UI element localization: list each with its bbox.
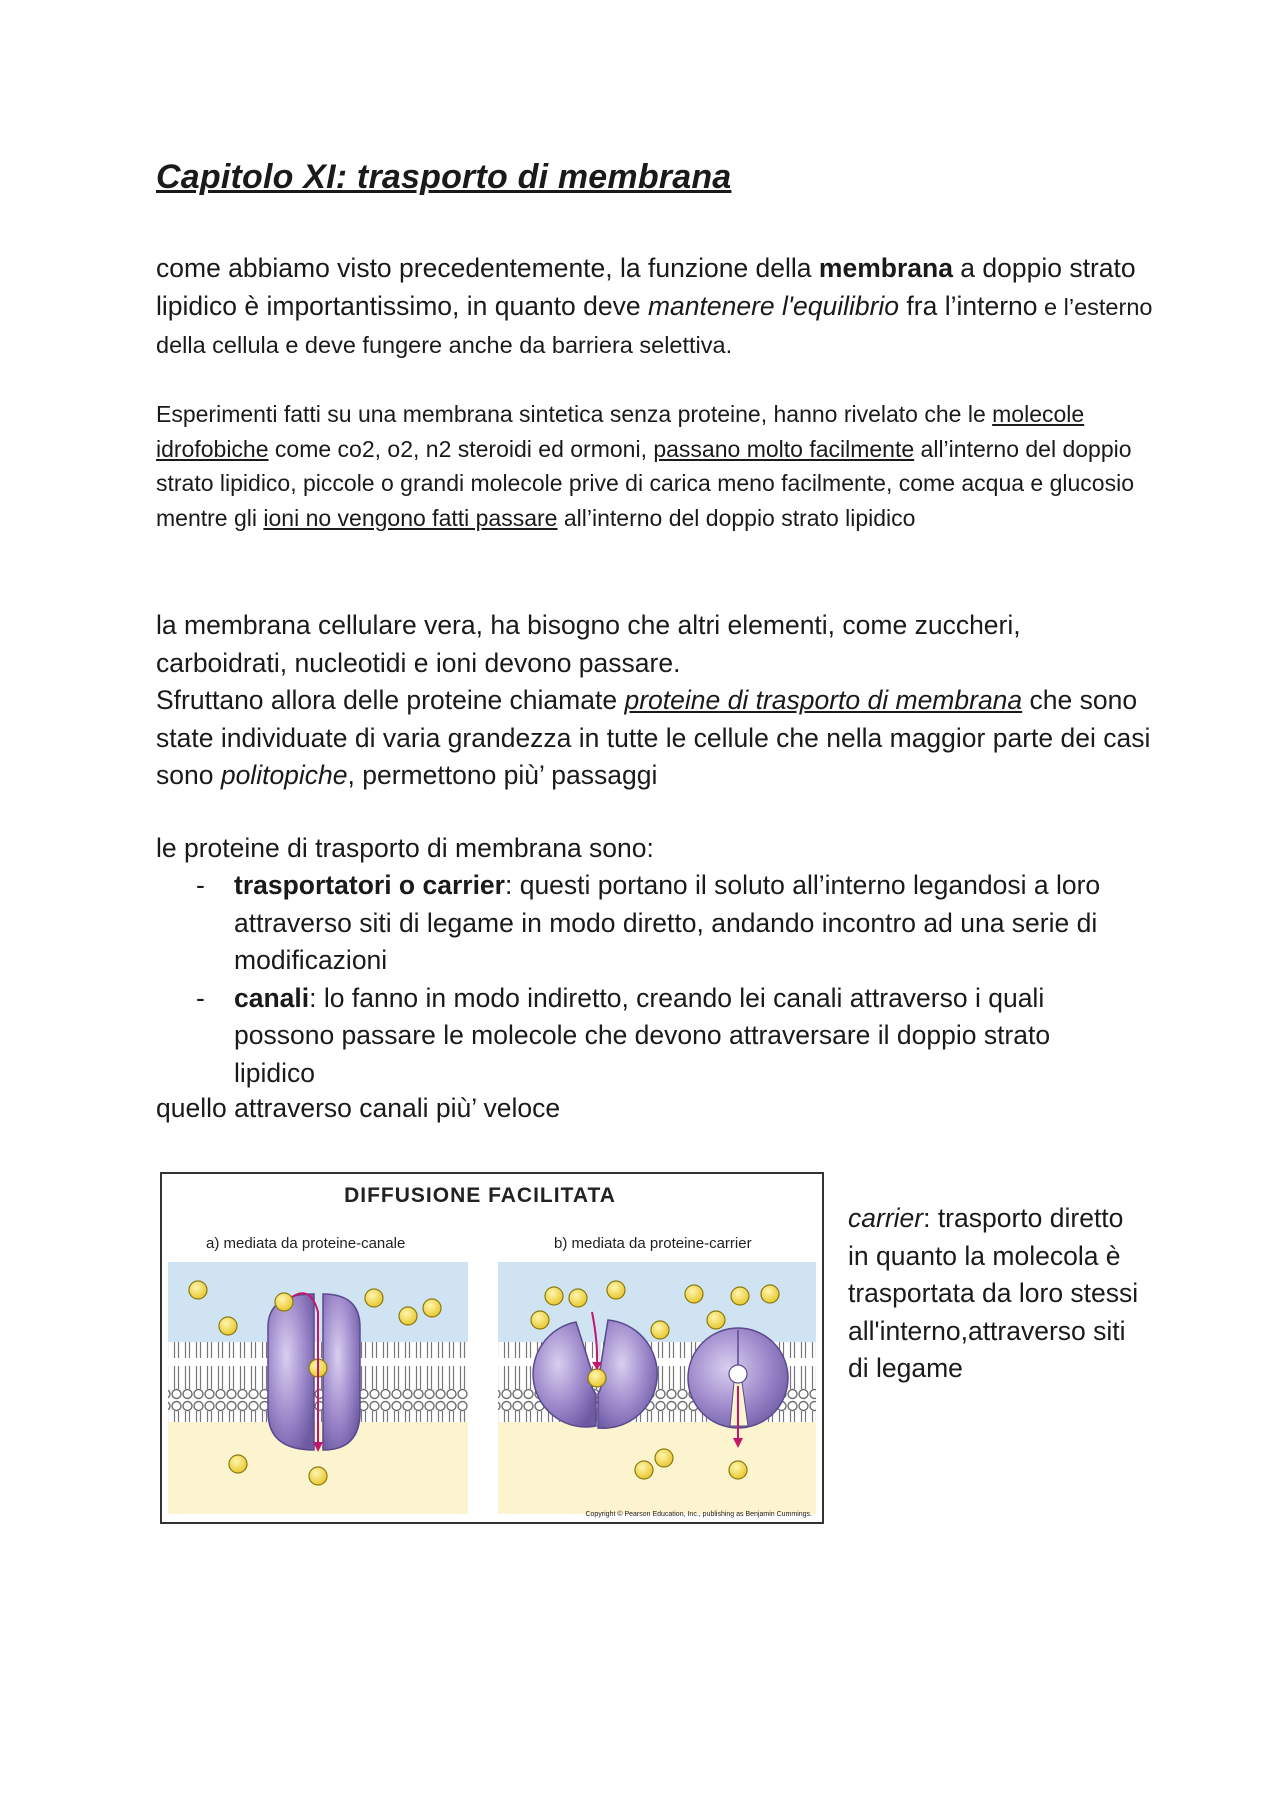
- term-equilibrio: mantenere l'equilibrio: [647, 290, 900, 321]
- molecule: [635, 1461, 653, 1479]
- underlined-facilmente: passano molto facilmente: [653, 435, 915, 462]
- molecule: [655, 1449, 673, 1467]
- chapter-title: Capitolo XI: trasporto di membrana: [156, 158, 732, 196]
- transport-protein-list: [156, 867, 1116, 1092]
- molecule: [229, 1455, 247, 1473]
- molecule: [423, 1299, 441, 1317]
- molecule: [707, 1311, 725, 1329]
- term-membrana: membrana: [818, 253, 953, 283]
- panel-a-label: a) mediata da proteine-canale: [206, 1235, 406, 1252]
- intro-paragraph: come abbiamo visto precedentemente, la funzione della membrana a doppio strato lipidico è importantissimo, in quanto deve mantenere l'equilibrio fra l’interno e l’esterno della cellula e deve fungere anche da barriera selettiva.: [156, 253, 1153, 358]
- molecule: [189, 1281, 207, 1299]
- molecule: [588, 1369, 606, 1387]
- facilitated-diffusion-figure: [160, 1172, 824, 1524]
- list-item: - trasportatori o carrier: questi portano il soluto all’interno legandosi a loro attraverso siti di legame in modo diretto, andando incontro ad una serie di modificazioni: [196, 870, 1101, 975]
- underlined-idrofobiche: molecole idrofobiche: [156, 401, 1085, 462]
- molecule: [309, 1467, 327, 1485]
- underlined-ioni: ioni no vengono fatti passare: [263, 504, 558, 531]
- carrier-caption: carrier: trasporto diretto in quanto la molecola è trasportata da loro stessi all'interno,attraverso siti di legame: [848, 1203, 1139, 1383]
- molecule: [607, 1281, 625, 1299]
- list-intro: le proteine di trasporto di membrana sono:: [156, 833, 654, 863]
- experiments-paragraph: Esperimenti fatti su una membrana sintetica senza proteine, hanno rivelato che le molecole idrofobiche come co2, o2, n2 steroidi ed ormoni, passano molto facilmente all’interno del doppio strato lipidico, piccole o grandi molecole prive di carica meno facilmente, come acqua e glucosio mentre gli ioni no vengono fatti passare all’interno del doppio strato lipidico: [156, 401, 1134, 531]
- molecule: [531, 1311, 549, 1329]
- molecule: [761, 1285, 779, 1303]
- molecule: [219, 1317, 237, 1335]
- panel-a: [168, 1235, 468, 1514]
- binding-site: [729, 1365, 747, 1383]
- copyright-note: Copyright © Pearson Education, Inc., publishing as Benjamin Cummings.: [585, 1511, 812, 1518]
- molecule: [365, 1289, 383, 1307]
- conclusion-line: quello attraverso canali più’ veloce: [156, 1093, 561, 1123]
- panel-b-label: b) mediata da proteine-carrier: [554, 1235, 752, 1252]
- figure-title: DIFFUSIONE FACILITATA: [344, 1184, 616, 1207]
- molecule: [275, 1293, 293, 1311]
- real-membrane-paragraph: la membrana cellulare vera, ha bisogno che altri elementi, come zuccheri, carboidrati, nucleotidi e ioni devono passare. Sfruttano allora delle proteine chiamate proteine di trasporto di membrana che sono state individuate di varia grandezza in tutte le cellule che nella maggior parte dei casi sono politopiche, permettono più’ passaggi: [156, 610, 1151, 790]
- list-item: - canali: lo fanno in modo indiretto, creando lei canali attraverso i quali possono passare le molecole che devono attraversare il doppio strato lipidico: [196, 982, 1051, 1088]
- molecule: [729, 1461, 747, 1479]
- molecule: [545, 1287, 563, 1305]
- molecule: [651, 1321, 669, 1339]
- term-proteine-trasporto: proteine di trasporto di membrana: [624, 685, 1023, 715]
- term-politopiche: politopiche: [220, 760, 348, 790]
- panel-b: [498, 1235, 816, 1514]
- molecule: [731, 1287, 749, 1305]
- molecule: [399, 1307, 417, 1325]
- molecule: [685, 1285, 703, 1303]
- molecule: [569, 1289, 587, 1307]
- intracellular-space: [498, 1422, 816, 1514]
